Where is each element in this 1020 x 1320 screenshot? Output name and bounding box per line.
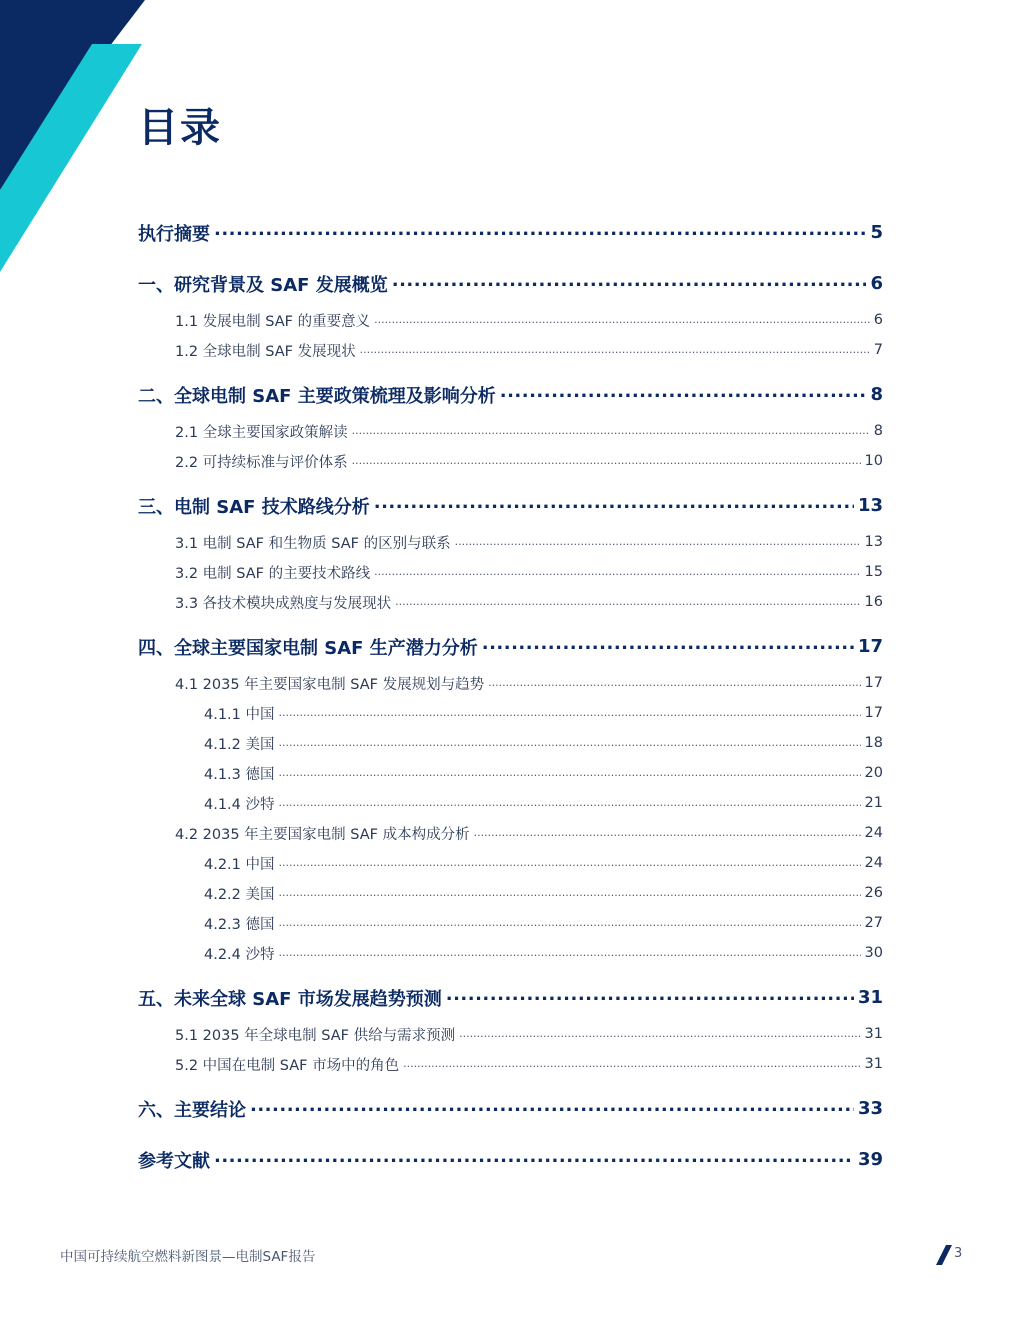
toc-entry[interactable] [138,818,883,848]
toc-leader-dots [352,424,870,438]
toc-entry-label: 四、全球主要国家电制 SAF 生产潜力分析 [138,637,478,659]
toc-leader-dots [360,343,870,357]
toc-entry-label: 4.1.3 德国 [204,766,275,783]
toc-leader-dots [279,766,861,780]
toc-entry-label: 4.2 2035 年主要国家电制 SAF 成本构成分析 [175,826,470,843]
toc-entry[interactable] [138,848,883,878]
toc-entry-page: 8 [873,423,883,439]
toc-entry-label: 五、未来全球 SAF 市场发展趋势预测 [138,988,442,1010]
toc-leader-dots [374,313,870,327]
toc-entry-label: 1.2 全球电制 SAF 发展现状 [175,343,356,360]
toc-leader-dots [455,535,861,549]
toc-entry-page: 21 [864,795,883,811]
toc-entry-page: 31 [864,1026,883,1042]
toc-entry-page: 6 [873,312,883,328]
toc-leader-dots [279,916,861,930]
toc-leader-dots [214,224,866,242]
toc-entry[interactable] [138,557,883,587]
toc-leader-dots [279,886,861,900]
toc-entry-page: 20 [864,765,883,781]
toc-entry[interactable] [138,446,883,476]
toc-leader-dots [279,706,861,720]
toc-entry-page: 15 [864,564,883,580]
toc-entry[interactable] [138,1019,883,1049]
toc-entry-label: 4.1.4 沙特 [204,796,275,813]
footer-page-number: 3 [954,1246,963,1261]
toc-entry-label: 3.3 各技术模块成熟度与发展现状 [175,595,392,612]
page-title: 目录 [138,105,222,151]
toc-entry[interactable] [138,262,883,305]
toc-leader-dots [250,1100,854,1118]
toc-entry-page: 24 [864,825,883,841]
toc-entry-page: 24 [864,855,883,871]
toc-leader-dots [279,736,861,750]
toc-leader-dots [474,826,861,840]
toc-entry-label: 一、研究背景及 SAF 发展概览 [138,274,388,296]
toc-entry-label: 3.1 电制 SAF 和生物质 SAF 的区别与联系 [175,535,451,552]
toc-entry[interactable] [138,698,883,728]
toc-entry-label: 4.2.3 德国 [204,916,275,933]
toc-entry-label: 执行摘要 [138,223,210,245]
toc-leader-dots [352,454,861,468]
toc-leader-dots [403,1057,860,1071]
toc-entry-label: 4.2.4 沙特 [204,946,275,963]
toc-entry-label: 4.2.1 中国 [204,856,275,873]
toc-leader-dots [392,275,867,293]
toc-entry-page: 30 [864,945,883,961]
toc-leader-dots [279,946,861,960]
toc-entry-label: 5.2 中国在电制 SAF 市场中的角色 [175,1057,400,1074]
toc-entry[interactable] [138,587,883,617]
toc-entry-page: 31 [857,987,883,1008]
toc-entry[interactable] [138,484,883,527]
toc-entry-page: 18 [864,735,883,751]
toc-entry[interactable] [138,758,883,788]
toc-entry-label: 参考文献 [138,1150,210,1172]
toc-entry-label: 4.1 2035 年主要国家电制 SAF 发展规划与趋势 [175,676,485,693]
toc-entry[interactable] [138,211,883,254]
toc-leader-dots [459,1027,860,1041]
footer-report-title: 中国可持续航空燃料新图景—电制SAF报告 [60,1249,316,1265]
toc-entry[interactable] [138,335,883,365]
toc-entry[interactable] [138,373,883,416]
toc-leader-dots [482,638,854,656]
toc-leader-dots [374,565,860,579]
toc-entry-page: 33 [857,1098,883,1119]
toc-entry[interactable] [138,1138,883,1181]
toc-entry-page: 16 [864,594,883,610]
toc-entry-page: 13 [857,495,883,516]
toc-entry-page: 13 [864,534,883,550]
toc-entry[interactable] [138,728,883,758]
toc-entry-page: 26 [864,885,883,901]
toc-entry-label: 4.2.2 美国 [204,886,275,903]
toc-entry[interactable] [138,527,883,557]
toc-leader-dots [279,856,861,870]
slash-logo-icon [935,1244,953,1266]
toc-entry-page: 27 [864,915,883,931]
toc-entry-label: 4.1.1 中国 [204,706,275,723]
toc-entry[interactable] [138,976,883,1019]
toc-entry-page: 5 [870,222,883,243]
toc-entry-label: 5.1 2035 年全球电制 SAF 供给与需求预测 [175,1027,456,1044]
toc-leader-dots [374,497,854,515]
toc-entry-label: 4.1.2 美国 [204,736,275,753]
toc-entry-label: 3.2 电制 SAF 的主要技术路线 [175,565,371,582]
toc-entry-page: 10 [864,453,883,469]
toc-leader-dots [214,1151,854,1169]
toc-entry-label: 2.1 全球主要国家政策解读 [175,424,348,441]
toc-entry-page: 17 [864,675,883,691]
toc-leader-dots [500,386,867,404]
toc-entry[interactable] [138,668,883,698]
toc-entry[interactable] [138,938,883,968]
toc-entry[interactable] [138,1049,883,1079]
toc-entry-label: 2.2 可持续标准与评价体系 [175,454,348,471]
table-of-contents [138,211,883,1181]
toc-entry-page: 31 [864,1056,883,1072]
toc-entry-page: 6 [870,273,883,294]
toc-entry[interactable] [138,1087,883,1130]
toc-entry-label: 1.1 发展电制 SAF 的重要意义 [175,313,371,330]
toc-entry[interactable] [138,305,883,335]
toc-entry[interactable] [138,908,883,938]
toc-entry-page: 8 [870,384,883,405]
toc-leader-dots [446,989,854,1007]
toc-entry-page: 39 [857,1149,883,1170]
toc-leader-dots [279,796,861,810]
toc-entry[interactable] [138,788,883,818]
toc-leader-dots [488,676,860,690]
toc-leader-dots [395,595,860,609]
toc-entry-page: 17 [857,636,883,657]
toc-entry-label: 六、主要结论 [138,1099,246,1121]
toc-entry-page: 17 [864,705,883,721]
toc-entry-label: 二、全球电制 SAF 主要政策梳理及影响分析 [138,385,496,407]
toc-entry[interactable] [138,878,883,908]
toc-entry[interactable] [138,625,883,668]
toc-entry[interactable] [138,416,883,446]
corner-decoration [0,0,160,280]
toc-entry-page: 7 [873,342,883,358]
toc-entry-label: 三、电制 SAF 技术路线分析 [138,496,370,518]
